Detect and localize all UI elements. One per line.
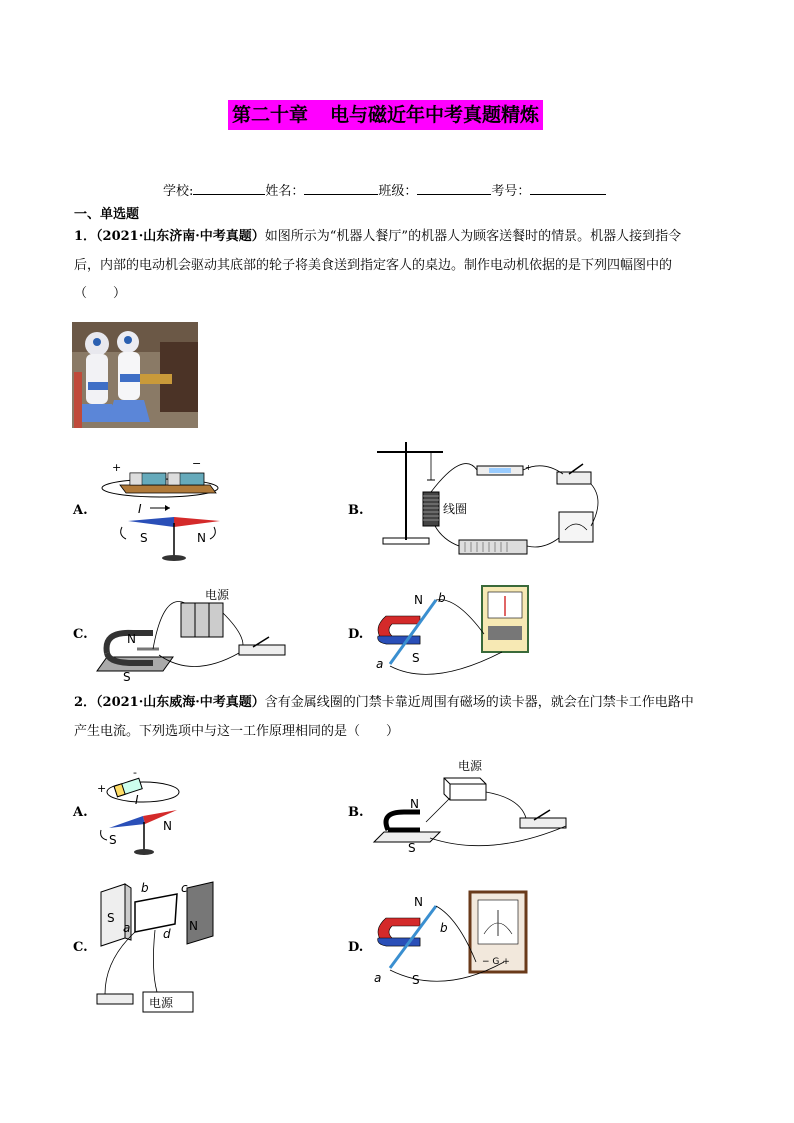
q2-option-b-label[interactable]: B. [348,805,364,820]
number-label: 考号： [491,184,531,199]
name-field[interactable] [304,182,378,195]
q2-a-current: I [135,793,139,807]
q1-text-3: （ ） [74,286,127,301]
q2-b-north: N [410,797,419,811]
q2-a-south: S [109,833,117,847]
q1-c-power-label: 电源 [205,588,230,602]
q2-a-minus: - [133,770,137,779]
q2-option-c-label[interactable]: C. [73,940,88,955]
q1-a-oersted-diagram [98,455,234,567]
q1-a-south: S [140,531,148,545]
q2-c-d: d [163,927,171,941]
student-info-line [163,180,606,199]
section-heading: 一、单选题 [74,207,140,222]
svg-text:+: + [525,463,532,472]
question-1 [74,223,724,309]
q2-c-power-label: 电源 [149,996,174,1010]
q1-text-1: 如图所示为“机器人餐厅”的机器人为顾客送餐时的情景。机器人接到指令 [264,229,682,244]
q1-d-south: S [412,651,420,665]
q2-d-induction-diagram [372,888,537,992]
question-2 [74,689,724,746]
q2-d-south: S [412,973,420,987]
q1-a-north: N [197,531,206,545]
q2-a-plus: + [97,782,107,795]
q1-c-power-diagram [93,583,293,683]
number-field[interactable] [530,182,606,195]
q2-option-d-label[interactable]: D. [348,940,364,955]
q2-c-generator-diagram [95,880,225,1016]
q1-number: 1． [74,229,97,244]
q2-b-south: S [408,841,416,855]
q1-option-c-label[interactable]: C. [73,627,88,642]
q2-a-oersted-diagram [93,770,193,858]
q1-d-induction-diagram [372,582,532,688]
class-field[interactable] [417,182,491,195]
q2-text-2: 产生电流。下列选项中与这一工作原理相同的是（ ） [74,723,400,739]
title-text: 电与磁近年中考真题精炼 [330,104,540,126]
q1-d-b: b [438,591,446,605]
q2-d-north: N [414,895,423,909]
q2-number: 2． [74,695,97,710]
svg-text:− G +: − G + [482,957,510,967]
q2-a-north: N [163,819,172,833]
page-title [228,100,543,130]
q2-c-a: a [123,921,131,935]
q2-option-a-label[interactable]: A. [73,805,88,820]
q1-option-d-label[interactable]: D. [348,627,364,642]
class-label: 班级： [378,184,418,199]
q2-c-north: N [189,919,198,933]
chapter-label: 第二十章 [232,104,309,126]
q1-source: （2021·山东济南·中考真题） [96,229,265,244]
q1-a-current: I [138,502,142,516]
q1-b-coil-label: 线圈 [443,502,468,516]
q2-c-c: c [181,881,188,895]
q2-d-b: b [440,921,448,935]
q1-d-a: a [376,657,384,671]
q1-option-b-label[interactable]: B. [348,503,364,518]
q2-text-1: 含有金属线圈的门禁卡靠近周围有磁场的读卡器，就会在门禁卡工作电路中 [264,695,694,710]
school-field[interactable] [193,182,265,195]
q1-option-a-label[interactable]: A. [73,503,88,518]
q2-c-south: S [107,911,115,925]
q2-b-motor-diagram [370,758,585,858]
q2-source: （2021·山东威海·中考真题） [96,695,265,710]
q2-c-b: b [141,881,149,895]
q1-a-plus: + [112,461,122,474]
q1-b-electromagnet-diagram [373,440,608,568]
q1-a-minus: − [192,457,202,470]
q2-d-a: a [374,971,382,985]
robot-restaurant-photo [72,322,198,428]
q2-b-power-label: 电源 [458,759,483,773]
q1-text-2: 后，内部的电动机会驱动其底部的轮子将美食送到指定客人的桌边。制作电动机依据的是下列四幅图中的 [74,257,673,273]
school-label: 学校: [163,184,194,199]
name-label: 姓名： [265,184,305,199]
q1-c-north: N [127,632,136,646]
q1-d-north: N [414,593,423,607]
q1-c-south: S [123,670,131,683]
